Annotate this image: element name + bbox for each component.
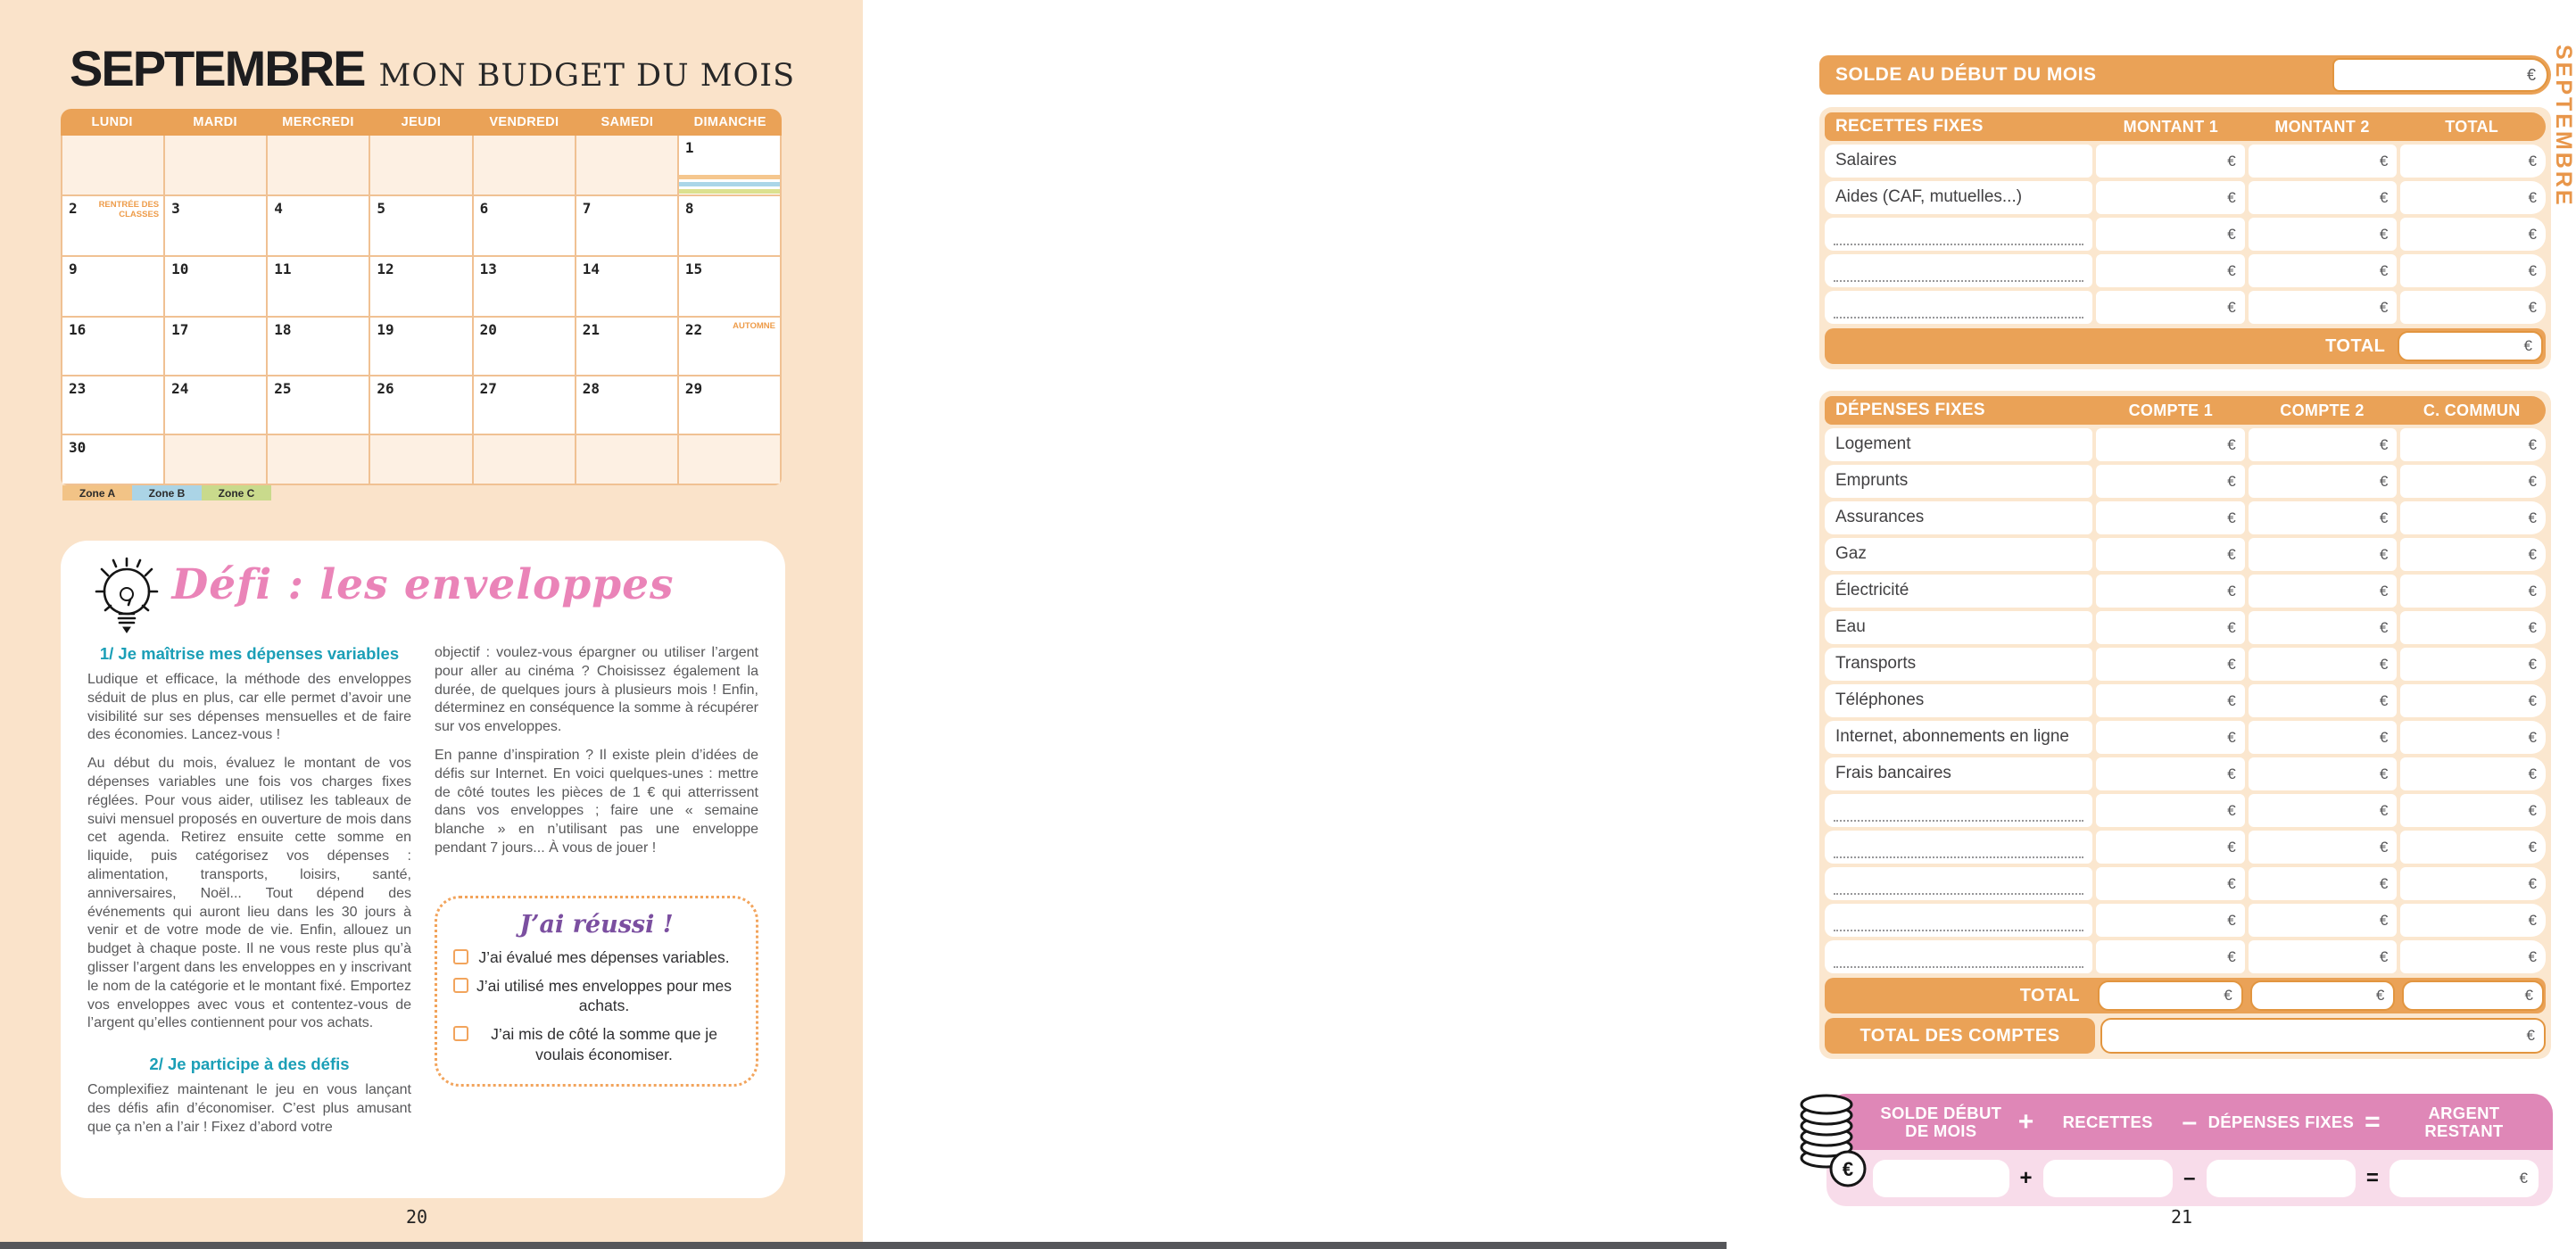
total-amount-input[interactable]: € — [2250, 980, 2396, 1011]
amount-input[interactable]: € — [2400, 575, 2546, 608]
amount-input[interactable]: € — [2249, 611, 2398, 644]
row-label: Frais bancaires — [1825, 757, 2092, 790]
day-number: 3 — [171, 200, 180, 217]
challenge-column-2 — [435, 644, 758, 1147]
checkbox[interactable] — [453, 949, 468, 964]
day-number: 30 — [69, 439, 87, 456]
checklist-item-label: J’ai mis de côté la somme que je voulais économiser. — [491, 1025, 717, 1063]
calendar-day-18 — [268, 318, 369, 375]
custom-label-line[interactable] — [1825, 904, 2092, 937]
dotted-write-line — [1834, 317, 2083, 318]
checklist-item — [453, 947, 740, 968]
amount-input[interactable]: € — [2400, 794, 2546, 827]
month-title: SEPTEMBRE — [70, 40, 365, 96]
calendar-day-25 — [268, 376, 369, 434]
checklist-item — [453, 976, 740, 1017]
dotted-write-line — [1834, 856, 2083, 858]
amount-input[interactable]: € — [2249, 538, 2398, 571]
table-row — [1825, 867, 2546, 900]
calendar-day-24 — [165, 376, 266, 434]
dotted-write-line — [1834, 244, 2083, 245]
weekday-label: JEUDI — [401, 115, 442, 129]
calendar-grid — [61, 136, 782, 485]
row-label: Électricité — [1825, 575, 2092, 608]
amount-input[interactable]: € — [2400, 145, 2546, 178]
formula-input-4[interactable]: € — [2390, 1160, 2539, 1197]
calendar-day-30 — [62, 435, 163, 484]
calendar-day-4 — [268, 196, 369, 255]
opening-balance-bar — [1819, 55, 2551, 95]
calendar-day-2 — [62, 196, 163, 255]
formula-input-3[interactable] — [2207, 1160, 2356, 1197]
table-row — [1825, 428, 2546, 461]
custom-label-line[interactable] — [1825, 794, 2092, 827]
calendar-empty-cell — [268, 136, 369, 194]
success-checklist-box — [435, 896, 758, 1087]
fixed-income-rows — [1825, 145, 2546, 324]
day-number: 1 — [684, 139, 694, 156]
zone-legend-item: Zone A — [62, 485, 132, 500]
fixed-expenses-header — [1825, 396, 2546, 425]
calendar-empty-cell — [474, 435, 575, 484]
table-row — [1825, 254, 2546, 287]
table-row — [1825, 538, 2546, 571]
amount-input[interactable]: € — [2249, 291, 2398, 324]
amount-input[interactable]: € — [2400, 940, 2546, 973]
opening-balance-input[interactable]: € — [2332, 58, 2548, 92]
amount-input[interactable]: € — [2249, 465, 2398, 498]
calendar-day-11 — [268, 257, 369, 316]
table-row — [1825, 794, 2546, 827]
calendar-day-12 — [370, 257, 471, 316]
calendar-day-22 — [679, 318, 780, 375]
total-label: TOTAL — [2325, 335, 2386, 356]
checkbox[interactable] — [453, 978, 468, 993]
amount-input[interactable]: € — [2400, 181, 2546, 214]
column-header: MONTANT 1 — [2123, 117, 2219, 136]
amount-input[interactable]: € — [2096, 684, 2245, 717]
day-number: 4 — [274, 200, 283, 217]
scan-edge — [0, 1242, 1727, 1249]
calendar-empty-cell — [165, 136, 266, 194]
total-amount-input[interactable]: € — [2398, 331, 2543, 361]
calendar-day-26 — [370, 376, 471, 434]
table-row — [1825, 291, 2546, 324]
row-label: Emprunts — [1825, 465, 2092, 498]
calendar-empty-cell — [62, 136, 163, 194]
day-number: 5 — [377, 200, 386, 217]
calendar-day-19 — [370, 318, 471, 375]
weekday-label: MERCREDI — [282, 115, 354, 129]
day-number: 29 — [684, 380, 703, 397]
day-number: 20 — [479, 321, 497, 338]
dotted-write-line — [1834, 966, 2083, 968]
formula-term: ARGENT RESTANT — [2424, 1103, 2504, 1140]
amount-input[interactable]: € — [2400, 465, 2546, 498]
amount-input[interactable]: € — [2096, 721, 2245, 754]
zone-stripe — [679, 175, 780, 179]
calendar-weekday-header — [61, 109, 782, 136]
amount-input[interactable]: € — [2249, 218, 2398, 251]
fixed-income-total-row — [1825, 328, 2546, 364]
day-number: 2 — [69, 200, 78, 217]
amount-input[interactable]: € — [2400, 684, 2546, 717]
amount-input[interactable]: € — [2096, 465, 2245, 498]
day-number: 7 — [582, 200, 592, 217]
weekday-label: DIMANCHE — [693, 115, 766, 129]
table-row — [1825, 648, 2546, 681]
school-zone-legend — [62, 485, 271, 500]
amount-input[interactable]: € — [2096, 794, 2245, 827]
day-number: 26 — [377, 380, 394, 397]
amount-input[interactable]: € — [2400, 648, 2546, 681]
row-label: Internet, abonnements en ligne — [1825, 721, 2092, 754]
checklist-item-label: J’ai évalué mes dépenses variables. — [478, 947, 730, 966]
fixed-expenses-table — [1819, 391, 2551, 1059]
calendar-day-20 — [474, 318, 575, 375]
column-header: COMPTE 1 — [2128, 401, 2214, 419]
total-label: TOTAL — [2019, 985, 2080, 1005]
table-row — [1825, 831, 2546, 864]
calendar-day-3 — [165, 196, 266, 255]
challenge-paragraph: objectif : voulez-vous épargner ou utiliser l’argent pour aller au cinéma ? Choisissez également la durée, de quelques jours à plusieurs mois ! Enfin, déterminez en conséquence la somme à récupérer sur vos enveloppes. — [435, 645, 758, 735]
amount-input[interactable]: € — [2249, 575, 2398, 608]
coins-icon — [1796, 1087, 1871, 1195]
amount-input[interactable]: € — [2400, 831, 2546, 864]
row-label: Eau — [1825, 611, 2092, 644]
row-label: Logement — [1825, 428, 2092, 461]
column-header: C. COMMUN — [2423, 401, 2521, 419]
table-row — [1825, 721, 2546, 754]
total-amount-input[interactable]: € — [2402, 980, 2544, 1011]
calendar-day-16 — [62, 318, 163, 375]
table-row — [1825, 611, 2546, 644]
challenge-box — [61, 541, 785, 1198]
amount-input[interactable]: € — [2400, 501, 2546, 534]
formula-operator: – — [2182, 1106, 2198, 1137]
opening-balance-label: SOLDE AU DÉBUT DU MOIS — [1835, 64, 2097, 85]
custom-label-line[interactable] — [1825, 218, 2092, 251]
dotted-write-line — [1834, 280, 2083, 282]
amount-input[interactable]: € — [2096, 867, 2245, 900]
fixed-expenses-total-row — [1825, 978, 2546, 1013]
calendar — [61, 109, 782, 485]
day-number: 6 — [479, 200, 489, 217]
amount-input[interactable]: € — [2249, 721, 2398, 754]
column-header: TOTAL — [2445, 117, 2499, 136]
day-number: 8 — [684, 200, 694, 217]
dotted-write-line — [1834, 893, 2083, 895]
amount-input[interactable]: € — [2096, 831, 2245, 864]
weekday-label: VENDREDI — [489, 115, 559, 129]
fixed-expenses-rows — [1825, 428, 2546, 973]
table-row — [1825, 465, 2546, 498]
amount-input[interactable]: € — [2096, 538, 2245, 571]
amount-input[interactable]: € — [2400, 904, 2546, 937]
column-header: COMPTE 2 — [2280, 401, 2365, 419]
custom-label-line[interactable] — [1825, 254, 2092, 287]
table-row — [1825, 904, 2546, 937]
row-label: Téléphones — [1825, 684, 2092, 717]
day-number: 17 — [171, 321, 189, 338]
zone-stripe — [679, 189, 780, 194]
day-number: 18 — [274, 321, 292, 338]
day-number: 13 — [479, 261, 497, 277]
amount-input[interactable]: € — [2096, 648, 2245, 681]
formula-term: SOLDE DÉBUT DE MOIS — [1880, 1103, 2002, 1140]
amount-input[interactable]: € — [2249, 831, 2398, 864]
calendar-day-15 — [679, 257, 780, 316]
amount-input[interactable]: € — [2400, 867, 2546, 900]
calendar-day-8 — [679, 196, 780, 255]
table-row — [1825, 940, 2546, 973]
row-label: Aides (CAF, mutuelles...) — [1825, 181, 2092, 214]
challenge-column-1 — [87, 644, 411, 1147]
amount-input[interactable]: € — [2096, 904, 2245, 937]
table-row — [1825, 757, 2546, 790]
row-label: Salaires — [1825, 145, 2092, 178]
calendar-empty-cell — [679, 435, 780, 484]
amount-input[interactable]: € — [2249, 940, 2398, 973]
amount-input[interactable]: € — [2096, 575, 2245, 608]
calendar-empty-cell — [268, 435, 369, 484]
calendar-day-1 — [679, 136, 780, 194]
fixed-income-table — [1819, 107, 2551, 369]
day-number: 12 — [377, 261, 394, 277]
checklist-item — [453, 1024, 740, 1065]
calendar-day-14 — [576, 257, 677, 316]
formula-operator: = — [2365, 1165, 2379, 1190]
dotted-write-line — [1834, 930, 2083, 931]
calendar-empty-cell — [576, 136, 677, 194]
day-note: AUTOMNE — [733, 321, 775, 331]
amount-input[interactable]: € — [2249, 648, 2398, 681]
calendar-empty-cell — [165, 435, 266, 484]
page-subtitle: MON BUDGET DU MOIS — [378, 58, 796, 94]
challenge-heading-1: 1/ Je maîtrise mes dépenses variables — [99, 644, 400, 663]
amount-input[interactable]: € — [2096, 940, 2245, 973]
amount-input[interactable]: € — [2096, 757, 2245, 790]
calendar-day-7 — [576, 196, 677, 255]
amount-input[interactable]: € — [2400, 428, 2546, 461]
formula-operator: = — [2365, 1106, 2381, 1137]
amount-input[interactable]: € — [2096, 181, 2245, 214]
formula-inputs — [1826, 1150, 2553, 1206]
right-page — [863, 0, 2576, 1249]
amount-input[interactable]: € — [2400, 611, 2546, 644]
page-header — [70, 39, 795, 97]
calendar-day-5 — [370, 196, 471, 255]
day-number: 9 — [69, 261, 78, 277]
day-number: 14 — [582, 261, 600, 277]
amount-input[interactable]: € — [2096, 291, 2245, 324]
table-row — [1825, 684, 2546, 717]
accounts-total-label: TOTAL DES COMPTES — [1825, 1018, 2095, 1054]
day-number: 27 — [479, 380, 497, 397]
weekday-label: LUNDI — [91, 115, 133, 129]
calendar-day-9 — [62, 257, 163, 316]
calendar-day-29 — [679, 376, 780, 434]
amount-input[interactable]: € — [2249, 794, 2398, 827]
left-page — [0, 0, 863, 1249]
calendar-empty-cell — [474, 136, 575, 194]
day-note: RENTRÉE DES CLASSES — [98, 200, 160, 219]
day-number: 24 — [171, 380, 189, 397]
challenge-paragraph: Complexifiez maintenant le jeu en vous lançant des défis afin d’économiser. C’est plus amusant que ça n’en a l’air ! Fixez d’abord votre — [87, 1082, 411, 1135]
fixed-income-header — [1825, 112, 2546, 141]
amount-input[interactable]: € — [2249, 254, 2398, 287]
calendar-day-17 — [165, 318, 266, 375]
total-amount-input[interactable]: € — [2098, 980, 2243, 1011]
amount-input[interactable]: € — [2400, 538, 2546, 571]
calendar-empty-cell — [370, 136, 471, 194]
table-row — [1825, 181, 2546, 214]
custom-label-line[interactable] — [1825, 867, 2092, 900]
amount-input[interactable]: € — [2249, 904, 2398, 937]
custom-label-line[interactable] — [1825, 291, 2092, 324]
table-row — [1825, 575, 2546, 608]
day-number: 21 — [582, 321, 600, 338]
school-zone-stripes — [679, 175, 780, 194]
amount-input[interactable]: € — [2249, 145, 2398, 178]
formula-operator: + — [2017, 1106, 2034, 1137]
day-number: 19 — [377, 321, 394, 338]
checklist-item-label: J’ai utilisé mes enveloppes pour mes achats. — [476, 976, 732, 1015]
table-row — [1825, 218, 2546, 251]
day-number: 22 — [684, 321, 703, 338]
amount-input[interactable]: € — [2400, 218, 2546, 251]
amount-input[interactable]: € — [2400, 721, 2546, 754]
amount-input[interactable]: € — [2249, 501, 2398, 534]
day-number: 10 — [171, 261, 189, 277]
column-header: MONTANT 2 — [2274, 117, 2370, 136]
day-number: 16 — [69, 321, 87, 338]
accounts-total-row — [1825, 1018, 2546, 1054]
table-row — [1825, 501, 2546, 534]
amount-input[interactable]: € — [2400, 254, 2546, 287]
formula-header — [1826, 1094, 2553, 1150]
checkbox[interactable] — [453, 1026, 468, 1041]
day-number: 15 — [684, 261, 703, 277]
calendar-day-28 — [576, 376, 677, 434]
amount-input[interactable]: € — [2096, 145, 2245, 178]
challenge-paragraph: Au début du mois, évaluez le montant de vos dépenses variables une fois vos charges fixes réglées. Pour vous aider, utilisez les tableaux de suivi mensuel proposés en ouverture de mois dans cet agenda. Retirez ensuite cette somme en liquide, puis catégorisez vos dépenses : alimentation, transports, loisirs, santé, anniversaires, Noël... Tout dépend des événements qui auront lieu dans les 30 jours à venir et de votre mode de vie. Enfin, allouez un budget à chaque poste. Il ne vous reste plus qu’à glisser l’argent dans les enveloppes en y inscrivant le nom de la catégorie et le montant fixé. Emportez vos enveloppes avec vous et contentez-vous de l’argent qu’elles contiennent pour vos achats. — [87, 756, 411, 1031]
amount-input[interactable]: € — [2249, 867, 2398, 900]
success-checklist — [453, 947, 740, 1065]
amount-input[interactable]: € — [2096, 254, 2245, 287]
svg-text:€: € — [1842, 1158, 1854, 1180]
zone-legend-item: Zone B — [132, 485, 202, 500]
day-number: 25 — [274, 380, 292, 397]
custom-label-line[interactable] — [1825, 831, 2092, 864]
dotted-write-line — [1834, 820, 2083, 822]
amount-input[interactable]: € — [2249, 428, 2398, 461]
amount-input[interactable]: € — [2096, 428, 2245, 461]
day-number: 11 — [274, 261, 292, 277]
day-number: 23 — [69, 380, 87, 397]
custom-label-line[interactable] — [1825, 940, 2092, 973]
day-number: 28 — [582, 380, 600, 397]
challenge-text-columns — [87, 644, 758, 1147]
formula-operator: + — [2019, 1165, 2033, 1190]
formula-term: RECETTES — [2062, 1112, 2153, 1131]
amount-input[interactable]: € — [2400, 291, 2546, 324]
zone-legend-item: Zone C — [202, 485, 271, 500]
formula-input-1[interactable] — [1873, 1160, 2009, 1197]
table-row — [1825, 145, 2546, 178]
column-header: RECETTES FIXES — [1835, 117, 1984, 136]
challenge-paragraph: En panne d’inspiration ? Il existe plein d’idées de défis sur Internet. En voici quelques-unes : mettre de côté toutes les pièces de 1 € qui atterrissent dans vos enveloppes ; faire une « semaine blanche » en n’utilisant pas une enveloppe pendant 7 jours... À vous de jouer ! — [435, 747, 758, 856]
calendar-day-6 — [474, 196, 575, 255]
challenge-paragraph: Ludique et efficace, la méthode des enveloppes séduit de plus en plus, car elle permet d’avoir une visibilité sur ses dépenses mensuelles et de faire des économies. Lancez-vous ! — [87, 672, 411, 743]
success-box-title: J’ai réussi ! — [519, 910, 674, 939]
weekday-label: MARDI — [193, 115, 237, 129]
calendar-day-23 — [62, 376, 163, 434]
calendar-day-13 — [474, 257, 575, 316]
amount-input[interactable]: € — [2249, 684, 2398, 717]
calendar-empty-cell — [576, 435, 677, 484]
challenge-title: Défi : les enveloppes — [171, 560, 675, 609]
calendar-day-10 — [165, 257, 266, 316]
amount-input[interactable]: € — [2249, 181, 2398, 214]
accounts-total-input[interactable]: € — [2100, 1018, 2546, 1054]
calendar-day-27 — [474, 376, 575, 434]
calendar-empty-cell — [370, 435, 471, 484]
month-side-tab: SEPTEMBRE — [2551, 45, 2576, 208]
amount-input[interactable]: € — [2400, 757, 2546, 790]
page-number-left: 20 — [405, 1206, 428, 1228]
page-number-right: 21 — [2170, 1206, 2193, 1228]
calendar-day-21 — [576, 318, 677, 375]
challenge-heading-2: 2/ Je participe à des défis — [149, 1055, 350, 1074]
weekday-label: SAMEDI — [601, 115, 654, 129]
row-label: Transports — [1825, 648, 2092, 681]
formula-term: DÉPENSES FIXES — [2207, 1112, 2355, 1131]
amount-input[interactable]: € — [2096, 611, 2245, 644]
amount-input[interactable]: € — [2096, 501, 2245, 534]
row-label: Gaz — [1825, 538, 2092, 571]
budget-formula — [1826, 1094, 2553, 1206]
row-label: Assurances — [1825, 501, 2092, 534]
amount-input[interactable]: € — [2096, 218, 2245, 251]
formula-input-2[interactable] — [2043, 1160, 2173, 1197]
formula-operator: – — [2183, 1165, 2196, 1190]
zone-stripe — [679, 182, 780, 186]
amount-input[interactable]: € — [2249, 757, 2398, 790]
column-header: DÉPENSES FIXES — [1835, 401, 1985, 419]
